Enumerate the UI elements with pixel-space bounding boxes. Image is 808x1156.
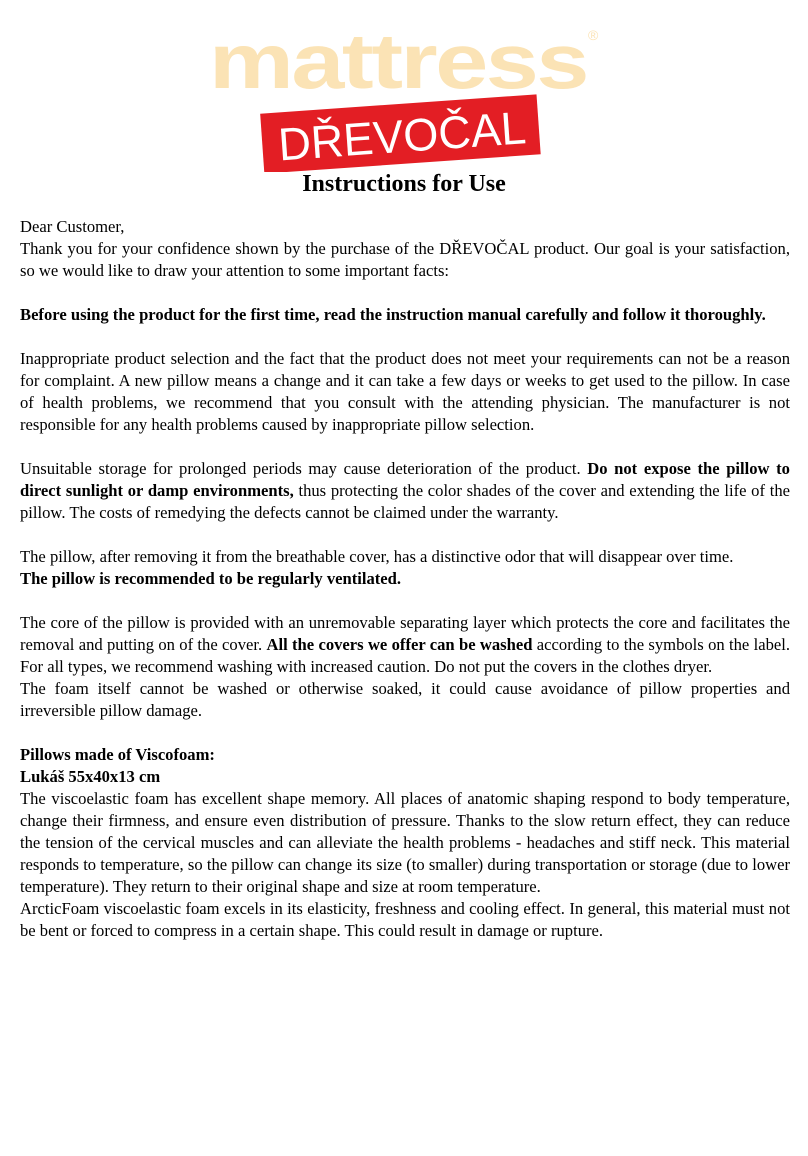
core-text: The core of the pillow is provided with an unremovable separating layer which protects the core and facilitates the removal and putting on of the cover. [20, 613, 790, 654]
warning-paragraph [20, 304, 790, 326]
storage-text-end: thus protecting the color shades of the cover and extending the life of the pillow. The costs of remedying the defects cannot be claimed under the warranty. [20, 481, 790, 522]
washable-note: All the covers we offer can be washed [266, 635, 533, 654]
viscofoam-heading: Pillows made of Viscofoam: [20, 745, 215, 764]
viscofoam-paragraph: The viscoelastic foam has excellent shape memory. All places of anatomic shaping respond to body temperature, change their firmness, and ensure even distribution of pressure. Thanks to the slow return effect, they can reduce the tension of the cervical muscles and can alleviate the health problems - headaches and stiff neck. This material responds to temperature, so the pillow can change its size (to smaller) during transportation or storage (due to lower temperature). They return to their original shape and size at room temperature. [20, 789, 790, 896]
product-heading [20, 766, 790, 788]
warning-text: Before using the product for the first time, read the instruction manual carefully and follow it thoroughly. [20, 305, 766, 324]
document-body [20, 216, 790, 942]
logo-word: mattress [209, 17, 587, 105]
page-title: Instructions for Use [302, 171, 506, 197]
core-paragraph [20, 612, 790, 678]
foam-paragraph: The foam itself cannot be washed or otherwise soaked, it could cause avoidance of pillow properties and irreversible pillow damage. [20, 679, 790, 720]
arcticfoam-paragraph: ArcticFoam viscoelastic foam excels in its elasticity, freshness and cooling effect. In general, this material must not be bent or forced to compress in a certain shape. This could result in damage or rupture. [20, 899, 790, 940]
intro-paragraph: Thank you for your confidence shown by the purchase of the DŘEVOČAL product. Our goal is your satisfaction, so we would like to draw your attention to some important facts: [20, 239, 790, 280]
core-text-end: according to the symbols on the label. For all types, we recommend washing with increased caution. Do not put the covers in the clothes dryer. [20, 635, 790, 676]
greeting: Dear Customer, [20, 217, 125, 236]
product-name: Lukáš 55x40x13 cm [20, 767, 161, 786]
selection-paragraph: Inappropriate product selection and the fact that the product does not meet your requirements can not be a reason for complaint. A new pillow means a change and it can take a few days or weeks to get used to the pillow. In case of health problems, we recommend that you consult with the attending physician. The manufacturer is not responsible for any health problems caused by inappropriate pillow selection. [20, 349, 790, 434]
brand-logo [0, 0, 808, 172]
section-heading [20, 744, 790, 766]
ventilation-text: The pillow is recommended to be regularly ventilated. [20, 569, 402, 588]
odor-paragraph: The pillow, after removing it from the breathable cover, has a distinctive odor that will disappear over time. [20, 547, 734, 566]
storage-paragraph [20, 458, 790, 524]
logo-registered-mark: ® [588, 27, 599, 43]
storage-text: Unsuitable storage for prolonged periods may cause deterioration of the product. [20, 459, 588, 478]
ventilation-note [20, 568, 790, 590]
storage-warning: Do not expose the pillow to direct sunlight or damp environments, [20, 459, 790, 500]
logo-brand-name: DŘEVOČAL [276, 100, 533, 171]
